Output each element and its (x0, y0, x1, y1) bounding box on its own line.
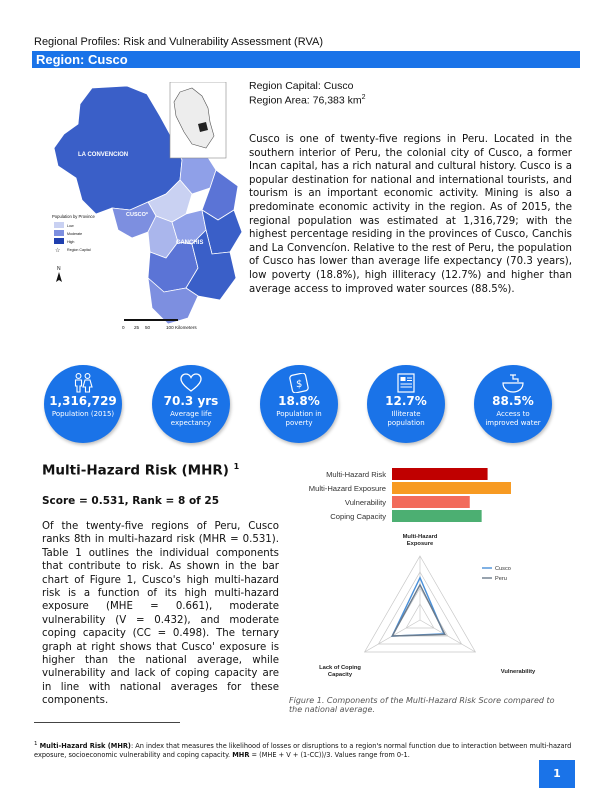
ternary-legend-label-cusco: Cusco (495, 566, 511, 572)
mhr-ternary-chart (312, 532, 552, 687)
money-bag-icon (288, 373, 310, 393)
scale-label-50: 50 (145, 325, 151, 330)
faucet-icon (502, 373, 524, 393)
cusco-province-map (52, 82, 250, 337)
document-icon (395, 373, 417, 393)
stat-population-value: 1,316,729 (49, 394, 117, 408)
footnote-term: Multi-Hazard Risk (MHR) (39, 742, 131, 751)
stat-illiteracy-label: Illiterate population (387, 410, 425, 427)
mhr-heading-text: Multi-Hazard Risk (MHR) (42, 462, 229, 479)
bar-mark-1 (392, 482, 511, 494)
stat-population (44, 365, 122, 443)
mhr-score-rank: Score = 0.531, Rank = 8 of 25 (42, 495, 220, 507)
footnote-mark: 1 (34, 741, 38, 747)
map-legend-title: Population by Province (52, 214, 95, 219)
footnote-formula-term: MHR (232, 750, 250, 759)
heart-icon (180, 373, 202, 393)
north-label: N (57, 266, 61, 272)
legend-label-low: Low (67, 224, 74, 228)
stat-water-access (474, 365, 552, 443)
ternary-axis-label-2: Lack of Coping Capacity (319, 665, 361, 678)
legend-swatch-high (54, 238, 64, 244)
footnote (34, 740, 576, 760)
svg-text:$: $ (296, 379, 303, 390)
stat-life-expectancy (152, 365, 230, 443)
bar-mark-0 (392, 468, 488, 480)
stat-water-access-label: Access to improved water (485, 410, 541, 427)
region-map (52, 82, 250, 337)
north-arrow-icon (56, 272, 62, 282)
document-header-title: Regional Profiles: Risk and Vulnerability Assessment (RVA) (34, 36, 323, 48)
bar-label-3: Coping Capacity (330, 512, 386, 521)
page-number: 1 (539, 760, 575, 788)
province-la-convencion (54, 86, 182, 214)
bar-label-2: Vulnerability (344, 498, 386, 507)
stat-poverty (260, 365, 338, 443)
mhr-component-bar-chart (282, 464, 582, 534)
stat-life-expectancy-label: Average life expectancy (170, 410, 212, 427)
region-area-text: Region Area: 76,383 km (249, 94, 362, 107)
region-description: Cusco is one of twenty-five regions in Peru. Located in the southern interior of Peru, the colonial city of Cusco, a former Incan capital, has a rich natural and cultural history. Cusco is a popular destination for national and international tourists, and tourism is an important economic activity. Mining is also a predominate economic activity in the region. As of 2015, the regional population was estimated at 1,316,729; with the highest percentage residing in the provinces of Cusco, Canchis and La Convencíon. Relative to the rest of Peru, the population of Cusco has lower than average life expectancy (70.3 years), low poverty (18.8%), high illiteracy (12.7%) and higher than average access to improved water sources (88.5%). (249, 134, 572, 295)
figure-caption: Figure 1. Components of the Multi-Hazard Risk Score compared to the national average. (289, 696, 555, 714)
mhr-heading-footnote-mark: 1 (233, 462, 240, 471)
scale-bar (124, 319, 178, 321)
stat-life-expectancy-value: 70.3 yrs (163, 394, 219, 408)
legend-label-region-capital: Region Capital (67, 248, 91, 252)
stat-illiteracy-value: 12.7% (385, 394, 427, 408)
legend-label-moderate: Moderate (67, 232, 83, 236)
region-title-bar: Region: Cusco (32, 51, 580, 68)
bar-label-1: Multi-Hazard Exposure (308, 484, 386, 493)
map-label-cusco: CUSCO* (126, 212, 149, 218)
bar-label-0: Multi-Hazard Risk (326, 470, 386, 479)
legend-swatch-low (54, 222, 64, 228)
region-area (249, 94, 366, 107)
star-icon: ☆ (55, 247, 61, 254)
stat-population-label: Population (2015) (51, 410, 115, 418)
footnote-text: : An index that measures the likelihood of losses or disruptions to a region's normal function due to interaction between multi-hazard exposure, socioeconomic vulnerability and coping capacity. (34, 742, 572, 759)
stat-water-access-value: 88.5% (492, 394, 534, 408)
mhr-paragraph: Of the twenty-five regions of Peru, Cusco ranks 8th in multi-hazard risk (MHR = 0.531). Table 1 outlines the individual components that contribute to risk. As shown in the bar chart of Figure 1, Cusco's high multi-hazard risk is a function of its high multi-hazard exposure (MHE = 0.661), moderate vulnerability (V = 0.432), and moderate coping capacity (CC = 0.498). The ternary graph at right shows that Cusco' exposure is higher than the national average, while vulnerability and lack of coping capacity are in line with national averages for these components. (42, 521, 279, 707)
bar-mark-3 (392, 510, 482, 522)
ternary-axis-label-0: Multi-Hazard Exposure (402, 534, 438, 547)
bar-mark-2 (392, 496, 470, 508)
ternary-legend-label-peru: Peru (495, 576, 507, 582)
region-capital: Region Capital: Cusco (249, 80, 354, 92)
stat-poverty-label: Population in poverty (276, 410, 322, 427)
scale-label-0: 0 (122, 325, 125, 330)
ternary-axis-label-1: Vulnerability (500, 669, 536, 675)
stat-poverty-value: 18.8% (278, 394, 320, 408)
footnote-formula: = (MHE + V + (1-CC))/3. Values range from 0-1. (249, 750, 410, 759)
people-icon (72, 373, 94, 393)
map-label-la-convencion: LA CONVENCION (78, 152, 129, 158)
legend-label-high: High (67, 240, 75, 244)
footnote-divider (34, 722, 180, 723)
scale-label-100-kilometers: 100 Kilometers (166, 325, 197, 330)
map-label-canchis: CANCHIS (176, 240, 204, 246)
region-area-unit-sup: 2 (361, 94, 366, 101)
legend-swatch-moderate (54, 230, 64, 236)
scale-label-25: 25 (134, 325, 140, 330)
stat-illiteracy (367, 365, 445, 443)
mhr-heading (42, 462, 239, 479)
